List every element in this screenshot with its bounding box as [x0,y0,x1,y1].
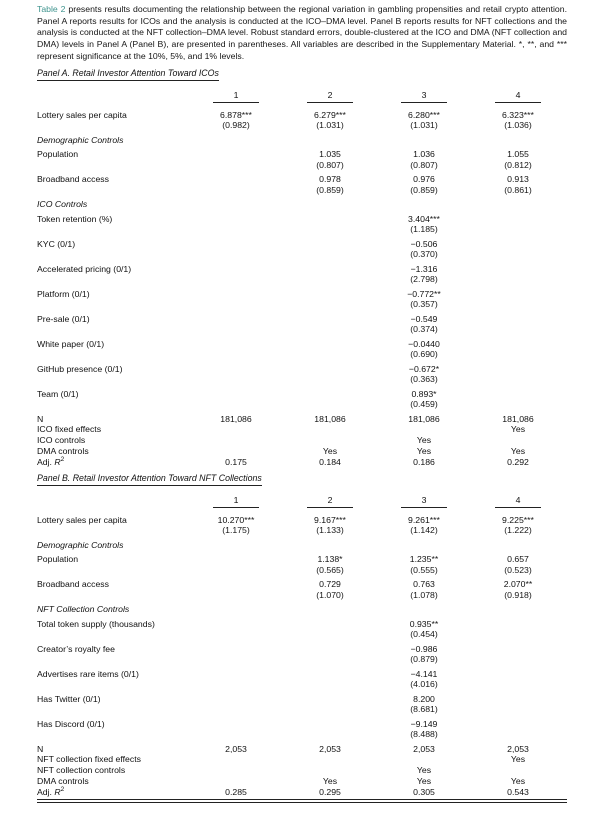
footer-label: DMA controls [37,445,89,456]
section-header-row: NFT Collection Controls [37,604,130,614]
coef-cell [471,364,565,385]
coef-cell [471,694,565,715]
coef-value: 10.270*** [217,514,255,525]
coef-cell [283,364,377,385]
column-header-4 [471,495,565,508]
coef-value: −0.0440 [408,338,440,349]
footer-row [37,776,567,787]
coef-stderr: (1.031) [316,120,344,131]
row-label: Population [37,554,79,564]
row-label: Platform (0/1) [37,288,90,299]
coef-value: −0.672* [408,363,440,374]
coef-cell [471,669,565,690]
row-label: Pre-sale (0/1) [37,313,90,324]
table-row [37,579,567,600]
coef-cell [377,214,471,235]
footer-row [37,744,567,755]
coef-stderr: (1.222) [504,525,532,535]
coef-stderr: (1.031) [410,120,438,131]
coef-value: −0.506 [410,238,438,249]
footer-row [37,765,567,776]
panels-container [37,63,567,798]
coef-cell [377,289,471,310]
coef-cell [283,669,377,690]
column-header-label: 2 [307,496,353,508]
coef-cell [377,264,471,285]
column-header-2 [283,495,377,508]
footer-value: Yes [416,445,432,456]
coef-stderr: (2.798) [410,274,438,285]
coef-value: 9.167*** [314,514,346,525]
coef-stderr: (0.982) [222,120,250,131]
column-header-1 [189,495,283,508]
coef-cell [471,214,565,235]
coef-value: 0.893* [411,388,437,399]
coef-value: 1.235** [409,554,439,564]
column-header-4 [471,90,565,103]
panel-title-panel-a: Panel A. Retail Investor Attention Toward ICOs [37,68,219,81]
footer-value: Yes [510,424,526,435]
coef-cell [471,149,565,170]
table-row [37,644,567,665]
coef-cell [189,515,283,536]
coef-cell [283,515,377,536]
table-row [37,264,567,285]
coef-cell [471,314,565,335]
coef-value: 8.200 [413,693,435,704]
coef-cell [283,264,377,285]
coef-value: 0.976 [413,174,435,185]
coef-stderr: (0.459) [410,399,438,410]
footer-row [37,414,567,425]
coef-cell [189,669,283,690]
column-header-label: 3 [401,496,447,508]
coef-value: 9.225*** [502,514,534,525]
coef-cell [283,289,377,310]
table-row [37,389,567,410]
coef-cell [283,339,377,360]
coef-cell [189,364,283,385]
table-row [37,364,567,385]
table-number-link[interactable]: Table 2 [37,4,66,14]
footer-label: NFT collection fixed effects [37,754,141,765]
coef-value: −1.316 [410,263,438,274]
coef-value: 1.036 [413,149,435,160]
footer-value [471,435,565,446]
row-label: Token retention (%) [37,213,113,224]
coef-cell [283,110,377,131]
coef-cell [189,174,283,195]
coef-stderr: (0.859) [316,184,344,195]
coef-cell [189,314,283,335]
coef-value: 6.323*** [502,109,534,120]
coef-cell [377,554,471,575]
coef-cell [283,719,377,740]
coef-value: 3.404*** [408,213,440,224]
coef-stderr: (0.357) [410,299,438,310]
row-label: KYC (0/1) [37,238,76,249]
table-caption [37,4,567,63]
footer-value: 2,053 [319,743,341,754]
coef-value: 2.070** [503,579,533,589]
footer-value: 2,053 [507,743,529,754]
coef-stderr: (1.185) [410,224,438,235]
footer-value: 0.295 [319,786,341,797]
footer-label: ICO controls [37,435,86,446]
column-header-3 [377,495,471,508]
coef-cell [377,619,471,640]
section-header-row: ICO Controls [37,199,88,210]
footer-value: 0.184 [319,456,341,467]
footer-label-r: R [54,456,61,467]
column-header-label: 2 [307,91,353,103]
coef-cell [471,619,565,640]
footer-label: N [37,743,44,754]
coef-value: 6.280*** [408,109,440,120]
coef-cell [189,619,283,640]
coef-cell [471,719,565,740]
table-row [37,339,567,360]
coef-value: −0.549 [410,313,438,324]
row-label: Broadband access [37,174,109,185]
coef-cell [471,110,565,131]
coef-stderr: (1.070) [316,589,344,600]
table-row [37,174,567,195]
coef-value: −0.986 [410,643,438,654]
footer-label-prefix: Adj. [37,456,55,467]
footer-value: Yes [416,765,432,776]
column-header-3 [377,90,471,103]
table-row [37,239,567,260]
coef-cell [189,289,283,310]
coef-value: 0.763 [413,579,435,589]
footer-value [283,765,377,776]
footer-value [189,765,283,776]
footer-value [189,754,283,765]
column-header-1 [189,90,283,103]
column-header-spacer [37,90,189,103]
coef-stderr: (1.133) [316,525,344,535]
footer-value: 0.292 [507,456,529,467]
coef-value: 0.913 [507,174,529,185]
coef-stderr: (0.523) [504,564,532,575]
coef-stderr: (0.565) [316,564,344,575]
coef-value: 1.035 [319,149,341,160]
footer-label [37,457,189,468]
footer-value [189,424,283,435]
footer-value: Yes [510,775,526,786]
footer-label: NFT collection controls [37,765,126,776]
coef-stderr: (0.918) [504,589,532,600]
coef-cell [377,339,471,360]
footer-row [37,787,567,798]
column-header-spacer [37,495,189,508]
coef-stderr: (0.374) [410,324,438,335]
table-row [37,110,567,131]
row-label: White paper (0/1) [37,338,105,349]
column-header-label: 1 [213,496,259,508]
footer-value: 181,086 [502,413,534,424]
table-row [37,314,567,335]
footer-label-sup: 2 [60,785,65,793]
footer-label: N [37,413,44,424]
footer-value [283,424,377,435]
table-row [37,515,567,536]
footer-label: ICO fixed effects [37,424,102,435]
footer-value: Yes [510,445,526,456]
table-row [37,669,567,690]
coef-cell [283,214,377,235]
row-label: Broadband access [37,579,109,589]
column-header-row [37,90,567,103]
coef-cell [471,644,565,665]
coef-cell [377,174,471,195]
coef-stderr: (0.690) [410,349,438,360]
footer-value: 2,053 [413,743,435,754]
footer-value: Yes [510,754,526,765]
coef-stderr: (0.807) [316,159,344,170]
footer-value [189,435,283,446]
row-label: Accelerated pricing (0/1) [37,263,132,274]
coef-cell [377,669,471,690]
footer-label-sup: 2 [60,455,65,463]
coef-cell [377,389,471,410]
row-label: Lottery sales per capita [37,514,127,525]
coef-cell [283,554,377,575]
footer-value: 0.186 [413,456,435,467]
footer-value [377,754,471,765]
column-header-2 [283,90,377,103]
coef-cell [189,339,283,360]
coef-cell [189,149,283,170]
coef-stderr: (4.016) [410,679,438,689]
coef-cell [377,719,471,740]
coef-value: −9.149 [410,718,438,729]
coef-cell [283,389,377,410]
footer-row [37,446,567,457]
table-row [37,214,567,235]
footer-label-r: R [54,786,61,797]
footer-value [471,765,565,776]
coef-cell [283,644,377,665]
footer-value [283,435,377,446]
coef-stderr: (1.175) [222,525,250,535]
coef-stderr: (1.142) [410,525,438,535]
footer-row [37,754,567,765]
coef-cell [283,579,377,600]
panel-panel-a [37,63,567,468]
table-row [37,289,567,310]
footer-value: 181,086 [314,413,346,424]
row-label: GitHub presence (0/1) [37,363,123,374]
coef-cell [377,579,471,600]
coef-stderr: (0.812) [504,159,532,170]
coef-stderr: (1.036) [504,120,532,131]
coef-value: 1.055 [507,149,529,160]
footer-value [377,424,471,435]
coef-cell [377,364,471,385]
footer-value: 0.543 [507,786,529,797]
panel-panel-b [37,468,567,798]
coef-cell [189,389,283,410]
coef-stderr: (0.879) [410,654,438,664]
coef-stderr: (0.807) [410,159,438,170]
coef-value: 6.878*** [220,109,252,120]
coef-cell [189,214,283,235]
column-header-label: 4 [495,496,541,508]
coef-stderr: (0.555) [410,564,438,575]
table-bottom-rule [37,799,567,803]
coef-cell [471,554,565,575]
coef-cell [189,719,283,740]
table-row [37,554,567,575]
coef-cell [189,694,283,715]
section-header-row: Demographic Controls [37,539,124,550]
coef-stderr: (1.078) [410,589,438,600]
coef-stderr: (0.363) [410,374,438,385]
coef-stderr: (8.488) [410,729,438,739]
footer-value: 2,053 [225,743,247,754]
row-label: Has Discord (0/1) [37,718,105,729]
column-header-label: 3 [401,91,447,103]
footer-value: Yes [416,775,432,786]
coef-cell [471,389,565,410]
coef-value: −0.772** [407,288,441,299]
column-header-label: 1 [213,91,259,103]
coef-cell [471,289,565,310]
coef-cell [471,339,565,360]
footer-value: 0.175 [225,456,247,467]
footer-value [283,754,377,765]
coef-cell [471,174,565,195]
row-label: Creator’s royalty fee [37,643,115,654]
row-label: Has Twitter (0/1) [37,693,101,704]
coef-cell [189,110,283,131]
row-label: Lottery sales per capita [37,109,127,120]
table-row [37,694,567,715]
coef-cell [283,174,377,195]
coef-cell [283,619,377,640]
coef-value: 6.279*** [314,109,346,120]
coef-cell [377,110,471,131]
table-row [37,149,567,170]
footer-row [37,457,567,468]
coef-stderr: (0.454) [410,629,438,639]
coef-value: −4.141 [410,668,438,679]
coef-cell [189,644,283,665]
footer-value: 0.305 [413,786,435,797]
coef-cell [377,515,471,536]
coef-cell [377,149,471,170]
coef-value: 0.657 [507,554,529,564]
table-row [37,719,567,740]
coef-value: 0.978 [319,174,341,185]
coef-stderr: (0.859) [410,184,438,195]
coef-value: 0.935** [409,618,439,629]
coef-stderr: (8.681) [410,704,438,714]
footer-value: Yes [416,435,432,446]
footer-label-prefix: Adj. [37,786,55,797]
coef-cell [377,694,471,715]
coef-cell [189,554,283,575]
coef-cell [283,149,377,170]
footer-value [189,446,283,457]
coef-cell [283,694,377,715]
coef-cell [471,579,565,600]
column-header-row [37,495,567,508]
coef-value: 1.138* [317,554,343,564]
section-header-row: Demographic Controls [37,134,124,145]
coef-cell [471,515,565,536]
footer-value [189,776,283,787]
coef-cell [471,239,565,260]
column-header-label: 4 [495,91,541,103]
coef-cell [283,239,377,260]
footer-value: Yes [322,445,338,456]
footer-row [37,424,567,435]
footer-value: 0.285 [225,786,247,797]
coef-cell [377,314,471,335]
row-label: Population [37,149,79,160]
coef-cell [377,644,471,665]
coef-cell [189,579,283,600]
footer-value: 181,086 [408,413,440,424]
coef-value: 9.261*** [408,514,440,525]
coef-cell [471,264,565,285]
footer-value: Yes [322,775,338,786]
row-label: Team (0/1) [37,388,79,399]
coef-stderr: (0.370) [410,249,438,260]
row-label: Advertises rare items (0/1) [37,668,139,679]
coef-cell [189,239,283,260]
row-label: Total token supply (thousands) [37,618,155,629]
footer-label: DMA controls [37,775,89,786]
footer-row [37,435,567,446]
coef-cell [283,314,377,335]
panel-title-panel-b: Panel B. Retail Investor Attention Toward NFT Collections [37,473,262,486]
coef-value: 0.729 [319,579,341,589]
footer-label [37,787,189,798]
coef-cell [189,264,283,285]
coef-stderr: (0.861) [504,184,532,195]
coef-cell [377,239,471,260]
table-row [37,619,567,640]
footer-value: 181,086 [220,413,252,424]
caption-text: presents results documenting the relationship between the regional variation in gambling propensities and retail crypto attention. Panel A reports results for ICOs and the analysis is conducted at the ICO–DMA level. Panel B reports results for NFT collections and the analysis is conducted at the NFT collection–DMA level. Robust standard errors, double-clustered at the ICO and DMA (NFT collection and DMA) levels in Panel A (Panel B), are presented in parentheses. All variables are described in the Supplementary Material. *, **, and *** represent significance at the 10%, 5%, and 1% levels. [37,4,567,61]
